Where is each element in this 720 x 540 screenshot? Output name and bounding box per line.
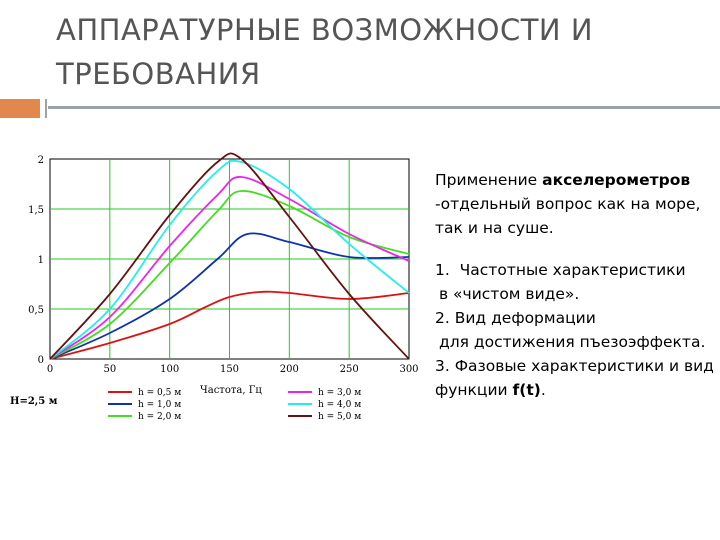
chart-annotation: H=2,5 м bbox=[10, 396, 58, 407]
legend-label: h = 1,0 м bbox=[138, 400, 182, 410]
legend-label: h = 5,0 м bbox=[318, 412, 362, 422]
legend-label: h = 4,0 м bbox=[318, 400, 362, 410]
y-tick-label: 1 bbox=[37, 255, 44, 266]
slide-title bbox=[56, 8, 696, 96]
list-item-3 bbox=[435, 354, 715, 402]
frequency-chart bbox=[0, 150, 430, 440]
title-rule bbox=[48, 106, 720, 109]
list-item-1-cont: в «чистом виде». bbox=[439, 285, 580, 303]
x-tick-label: 150 bbox=[219, 364, 240, 375]
x-tick-label: 50 bbox=[103, 364, 117, 375]
y-tick-label: 0 bbox=[37, 355, 44, 366]
intro-bold: акселерометров bbox=[542, 171, 691, 189]
accent-square bbox=[0, 99, 40, 118]
body-text bbox=[435, 168, 715, 402]
x-tick-label: 250 bbox=[339, 364, 359, 375]
chart-svg bbox=[0, 150, 430, 440]
title-line-1: АППАРАТУРНЫЕ ВОЗМОЖНОСТИ И bbox=[56, 13, 594, 47]
title-line-2: ТРЕБОВАНИЯ bbox=[56, 57, 261, 91]
legend-label: h = 0,5 м bbox=[138, 388, 182, 398]
legend-label: h = 2,0 м bbox=[138, 412, 182, 422]
x-axis-label: Частота, Гц bbox=[200, 385, 262, 396]
rule-tick bbox=[45, 99, 47, 118]
intro-paragraph bbox=[435, 168, 715, 240]
intro-rest: -отдельный вопрос как на море, так и на суше. bbox=[435, 195, 701, 237]
y-tick-label: 1,5 bbox=[28, 205, 44, 216]
list-item-2: 2. Вид деформации bbox=[435, 309, 596, 327]
list-item-3-bold: f(t) bbox=[512, 381, 541, 399]
intro-prefix: Применение bbox=[435, 171, 543, 189]
x-tick-label: 200 bbox=[279, 364, 299, 375]
legend-label: h = 3,0 м bbox=[318, 388, 362, 398]
list-item-1-number: 1. bbox=[435, 261, 450, 279]
y-tick-label: 2 bbox=[37, 155, 44, 166]
list-item-3-prefix: 3. Фазовые характеристики и вид функции bbox=[435, 357, 714, 399]
x-tick-label: 300 bbox=[399, 364, 419, 375]
x-tick-label: 100 bbox=[160, 364, 180, 375]
list-item-1-text: Частотные характеристики bbox=[459, 261, 686, 279]
x-tick-label: 0 bbox=[46, 364, 54, 375]
y-tick-label: 0,5 bbox=[28, 305, 44, 316]
list-item-1 bbox=[435, 258, 715, 282]
list-item-3-suffix: . bbox=[540, 381, 546, 399]
list-item-2-cont: для достижения пъезоэффекта. bbox=[439, 333, 706, 351]
